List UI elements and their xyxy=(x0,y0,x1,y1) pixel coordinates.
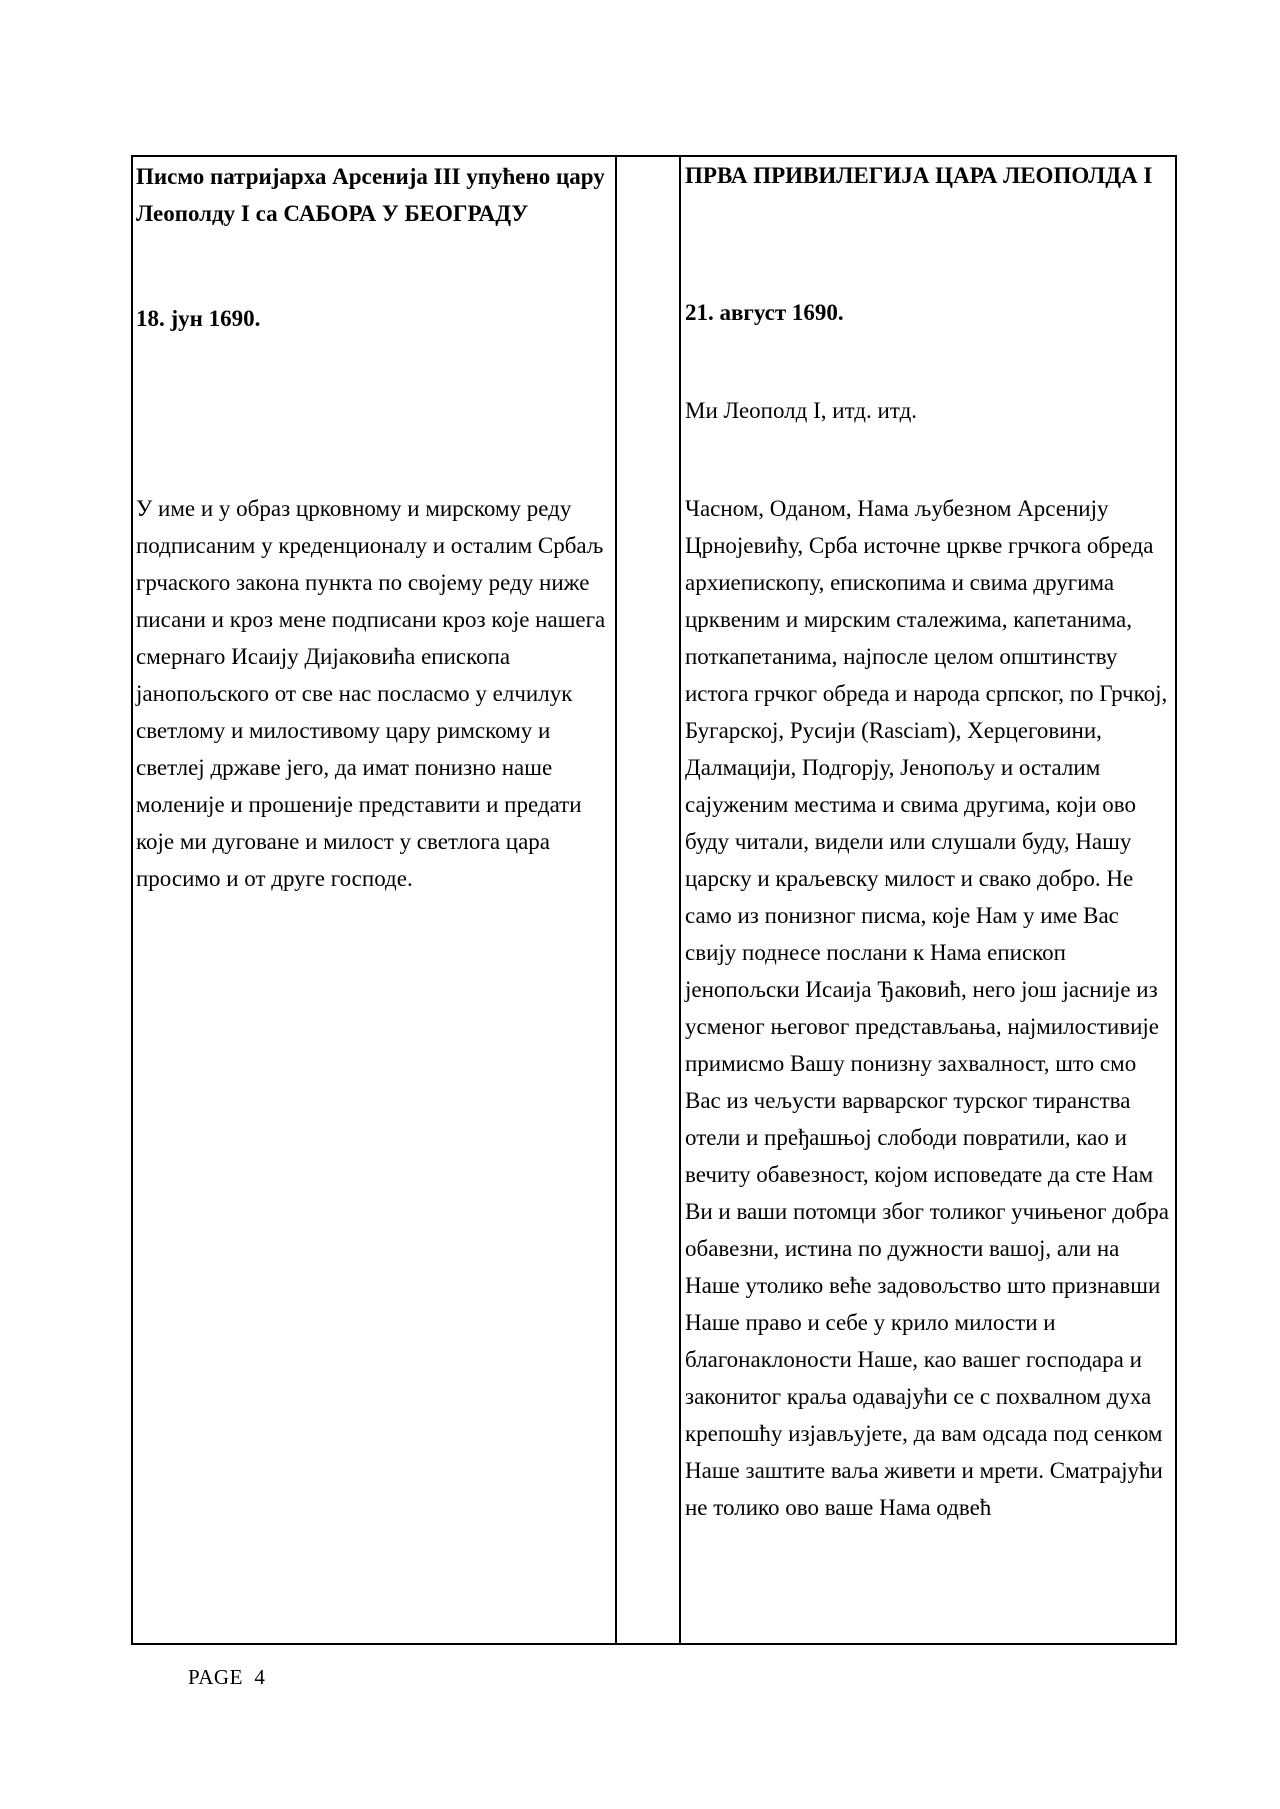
left-column-title: Писмо патријарха Арсенија III упућено цару Леополду I са САБОРА У БЕОГРАДУ xyxy=(136,164,605,226)
left-column xyxy=(133,157,617,1643)
left-column-date: 18. јун 1690. xyxy=(136,306,261,331)
page-number: 4 xyxy=(254,1665,266,1689)
page-footer xyxy=(188,1665,265,1690)
page-label: PAGE xyxy=(188,1665,243,1689)
right-column-date: 21. август 1690. xyxy=(685,300,844,325)
parallel-text-table xyxy=(131,155,1177,1645)
middle-spacer-column xyxy=(617,157,681,1643)
right-column-greeting: Ми Леополд I, итд. итд. xyxy=(685,398,918,423)
right-column xyxy=(681,157,1175,1643)
left-column-body: У име и у образ црковному и мирскому реду подписаним у креденционалу и осталим Србаљ грчаского закона пункта по својему реду ниже писани и кроз мене подписани кроз које нашега смернаго Исаију Дијаковића епископа јанопољского от све нас посласмо у елчилук светлому и милостивому цару римскому и светлеј државе јего, да имат понизно наше моленије и прошеније представити и предати које ми дуговане и милост у светлога цара просимо и от друге господе. xyxy=(136,496,606,891)
right-column-body: Часном, Оданом, Нама љубезном Арсенију Црнојевићу, Срба источне цркве грчкога обреда архиепископу, епископима и свима другима црквеним и мирским сталежима, капетанима, поткапетанима, најпосле целом општинству истога грчког обреда и народа српског, по Грчкој, Бугарској, Русији (Rasciam), Херцеговини, Далмацији, Подгорју, Јенопољу и осталим сајуженим местима и свима другима, који ово буду читали, видели или слушали буду, Нашу царску и краљевску милост и свако добро. Не само из понизног писма, које Нам у име Вас свију поднесе послани к Нама епископ јенопољски Исаија Ђаковић, него још јасније из усменог његовог представљања, најмилостивије примисмо Вашу понизну захвалност, што смо Вас из чељусти варварског турског тиранства отели и пређашњој слободи повратили, као и вечиту обавезност, којом исповедате да сте Нам Ви и ваши потомци због толиког учињеног добра обавезни, истина по дужности вашој, али на Наше утолико веће задовољство што признавши Наше право и себе у крило милости и благонаклоности Наше, као вашег господара и законитог краља одавајући се с похвалном духа крепошћу изјављујете, да вам одсада под сенком Наше заштите ваља живети и мрети. Сматрајући не толико ово ваше Нама одвећ xyxy=(685,496,1169,1520)
right-column-title: ПРВА ПРИВИЛЕГИЈА ЦАРА ЛЕОПОЛДА I xyxy=(685,163,1153,188)
